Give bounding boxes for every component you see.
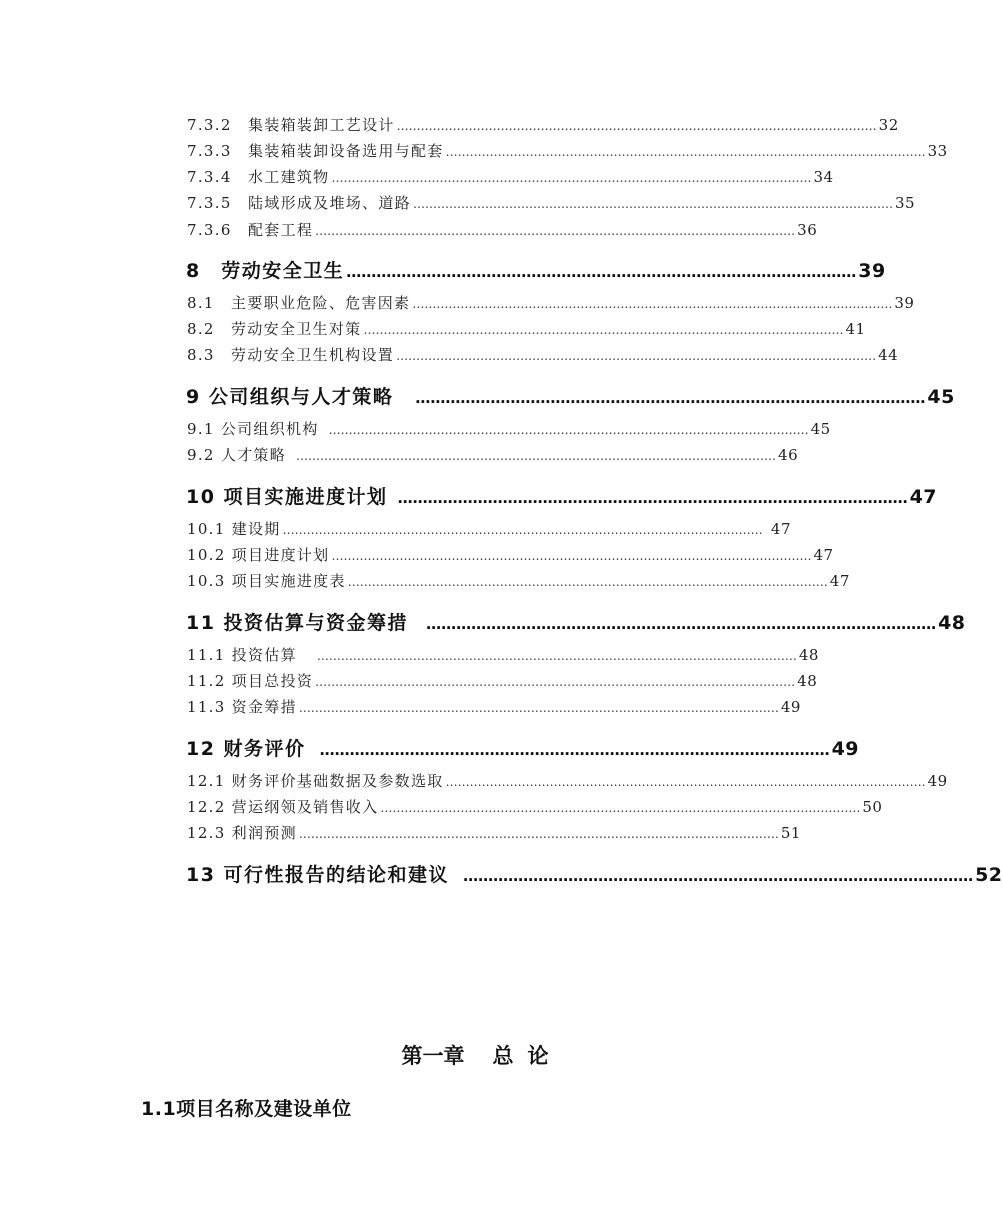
toc-entry-7-3-6[interactable] bbox=[187, 219, 818, 240]
toc-page-number: 48 bbox=[938, 612, 966, 634]
leader-dots: ………………………………………………………………………………………………………… bbox=[347, 575, 828, 589]
toc-page-number: 36 bbox=[797, 221, 818, 239]
leader-dots: ………………………………………………………………………………………… bbox=[463, 867, 974, 885]
toc-entry-8-1[interactable] bbox=[187, 292, 915, 313]
toc-entry-9-2[interactable] bbox=[187, 444, 799, 465]
toc-page-number: 34 bbox=[813, 168, 834, 186]
toc-label: 11.1 投资估算 bbox=[187, 646, 297, 664]
leader-dots: ………………………………………………………………………………………………………… bbox=[296, 449, 777, 463]
toc-entry-11-2[interactable] bbox=[187, 670, 818, 691]
toc-label: 13 可行性报告的结论和建议 bbox=[186, 864, 450, 886]
toc-entry-12-2[interactable] bbox=[187, 796, 883, 817]
toc-entry-10-1[interactable] bbox=[187, 518, 791, 539]
leader-dots: ………………………………………………………………………………………………………… bbox=[331, 171, 812, 185]
leader-dots: ………………………………………………………………………………………………………… bbox=[315, 675, 796, 689]
toc-entry-7-3-3[interactable] bbox=[187, 140, 948, 161]
toc-label: 9.1 公司组织机构 bbox=[187, 420, 319, 438]
toc-page-number: 39 bbox=[894, 294, 915, 312]
leader-dots: ………………………………………………………………………………………… bbox=[346, 263, 857, 281]
toc-label: 10.2 项目进度计划 bbox=[187, 546, 330, 564]
toc-chapter-12[interactable] bbox=[186, 734, 860, 761]
toc-label: 10 项目实施进度计划 bbox=[186, 486, 388, 508]
leader-dots: ………………………………………………………………………………………………………… bbox=[412, 297, 893, 311]
toc-label: 7.3.6 配套工程 bbox=[187, 221, 314, 239]
chapter-number: 第一章 bbox=[401, 1044, 465, 1068]
leader-dots: ………………………………………………………………………………………………………… bbox=[298, 827, 779, 841]
toc-label: 7.3.3 集装箱装卸设备选用与配套 bbox=[187, 142, 444, 160]
toc-entry-12-3[interactable] bbox=[187, 822, 801, 843]
leader-dots: ………………………………………………………………………………………………………… bbox=[396, 119, 877, 133]
section-heading: 1.1项目名称及建设单位 bbox=[141, 1098, 352, 1120]
toc-chapter-8[interactable] bbox=[186, 256, 886, 283]
toc-label: 12 财务评价 bbox=[186, 738, 306, 760]
toc-label: 8.2 劳动安全卫生对策 bbox=[187, 320, 362, 338]
toc-label: 9 公司组织与人才策略 bbox=[186, 386, 394, 408]
toc-page-number: 49 bbox=[831, 738, 860, 760]
toc-label: 9.2 人才策略 bbox=[187, 446, 287, 464]
toc-label: 12.3 利润预测 bbox=[187, 824, 297, 842]
toc-page-number: 49 bbox=[927, 772, 948, 790]
toc-page-number: 33 bbox=[927, 142, 948, 160]
toc-chapter-13[interactable] bbox=[186, 860, 1003, 887]
toc-label: 12.1 财务评价基础数据及参数选取 bbox=[187, 772, 444, 790]
chapter-title-char-1: 总 bbox=[492, 1044, 514, 1068]
toc-label: 11.3 资金筹措 bbox=[187, 698, 297, 716]
leader-dots: ………………………………………………………………………………………………………… bbox=[315, 224, 796, 238]
toc-chapter-11[interactable] bbox=[186, 608, 966, 635]
chapter-heading bbox=[0, 1040, 950, 1070]
leader-dots: ………………………………………………………………………………………………………… bbox=[328, 423, 809, 437]
leader-dots: ………………………………………………………………………………………… bbox=[319, 741, 830, 759]
toc-page-number: 51 bbox=[780, 824, 801, 842]
toc-label: 8 劳动安全卫生 bbox=[186, 260, 345, 282]
toc-page-number: 32 bbox=[878, 116, 899, 134]
toc-page-number: 52 bbox=[975, 864, 1003, 886]
toc-page-number: 41 bbox=[845, 320, 866, 338]
toc-entry-7-3-4[interactable] bbox=[187, 166, 834, 187]
toc-page-number: 47 bbox=[770, 520, 791, 538]
toc-page-number: 39 bbox=[858, 260, 886, 282]
toc-label: 8.1 主要职业危险、危害因素 bbox=[187, 294, 411, 312]
toc-page-number: 47 bbox=[909, 486, 938, 508]
toc-entry-10-2[interactable] bbox=[187, 544, 834, 565]
toc-label: 10.1 建设期 bbox=[187, 520, 281, 538]
leader-dots: ………………………………………………………………………………………………………… bbox=[412, 197, 893, 211]
toc-label: 11 投资估算与资金筹措 bbox=[186, 612, 409, 634]
toc-page-number: 50 bbox=[862, 798, 883, 816]
toc-entry-7-3-2[interactable] bbox=[187, 114, 899, 135]
toc-chapter-10[interactable] bbox=[186, 482, 938, 509]
toc-page-number: 49 bbox=[780, 698, 801, 716]
toc-page-number: 48 bbox=[798, 646, 819, 664]
leader-dots: ………………………………………………………………………………………………………… bbox=[396, 349, 877, 363]
toc-entry-7-3-5[interactable] bbox=[187, 192, 916, 213]
toc-label: 7.3.2 集装箱装卸工艺设计 bbox=[187, 116, 395, 134]
toc-page-number: 35 bbox=[894, 194, 916, 212]
leader-dots: ………………………………………………………………………………………… bbox=[397, 489, 908, 507]
toc-entry-12-1[interactable] bbox=[187, 770, 948, 791]
toc-entry-10-3[interactable] bbox=[187, 570, 850, 591]
leader-dots: ………………………………………………………………………………………………………… bbox=[298, 701, 779, 715]
leader-dots: ………………………………………………………………………………………………………… bbox=[445, 775, 926, 789]
toc-label: 11.2 项目总投资 bbox=[187, 672, 314, 690]
toc-label: 12.2 营运纲领及销售收入 bbox=[187, 798, 379, 816]
leader-dots: ………………………………………………………………………………………………………… bbox=[380, 801, 861, 815]
toc-entry-11-3[interactable] bbox=[187, 696, 801, 717]
toc-entry-11-1[interactable] bbox=[187, 644, 819, 665]
toc-page-number: 47 bbox=[829, 572, 850, 590]
toc-entry-8-3[interactable] bbox=[187, 344, 899, 365]
toc-label: 8.3 劳动安全卫生机构设置 bbox=[187, 346, 395, 364]
toc-label: 7.3.4 水工建筑物 bbox=[187, 168, 330, 186]
leader-dots: ………………………………………………………………………………………… bbox=[426, 615, 937, 633]
leader-dots: ………………………………………………………………………………………………………… bbox=[445, 145, 926, 159]
leader-dots: ………………………………………………………………………………………………………… bbox=[331, 549, 812, 563]
chapter-title-char-2: 论 bbox=[527, 1044, 549, 1068]
toc-page-number: 45 bbox=[927, 386, 955, 408]
leader-dots: ………………………………………………………………………………………………………… bbox=[316, 649, 797, 663]
leader-dots: ………………………………………………………………………………………… bbox=[415, 389, 926, 407]
leader-dots: ………………………………………………………………………………………………………… bbox=[363, 323, 844, 337]
toc-page-number: 45 bbox=[810, 420, 831, 438]
toc-page-number: 48 bbox=[797, 672, 818, 690]
toc-label: 7.3.5 陆域形成及堆场、道路 bbox=[187, 194, 411, 212]
toc-entry-9-1[interactable] bbox=[187, 418, 831, 439]
toc-label: 10.3 项目实施进度表 bbox=[187, 572, 346, 590]
toc-page-number: 46 bbox=[778, 446, 799, 464]
toc-entry-8-2[interactable] bbox=[187, 318, 866, 339]
toc-page-number: 44 bbox=[878, 346, 899, 364]
toc-chapter-9[interactable] bbox=[186, 382, 955, 409]
toc-page-number: 47 bbox=[813, 546, 834, 564]
leader-dots: ………………………………………………………………………………………………………… bbox=[282, 523, 763, 537]
